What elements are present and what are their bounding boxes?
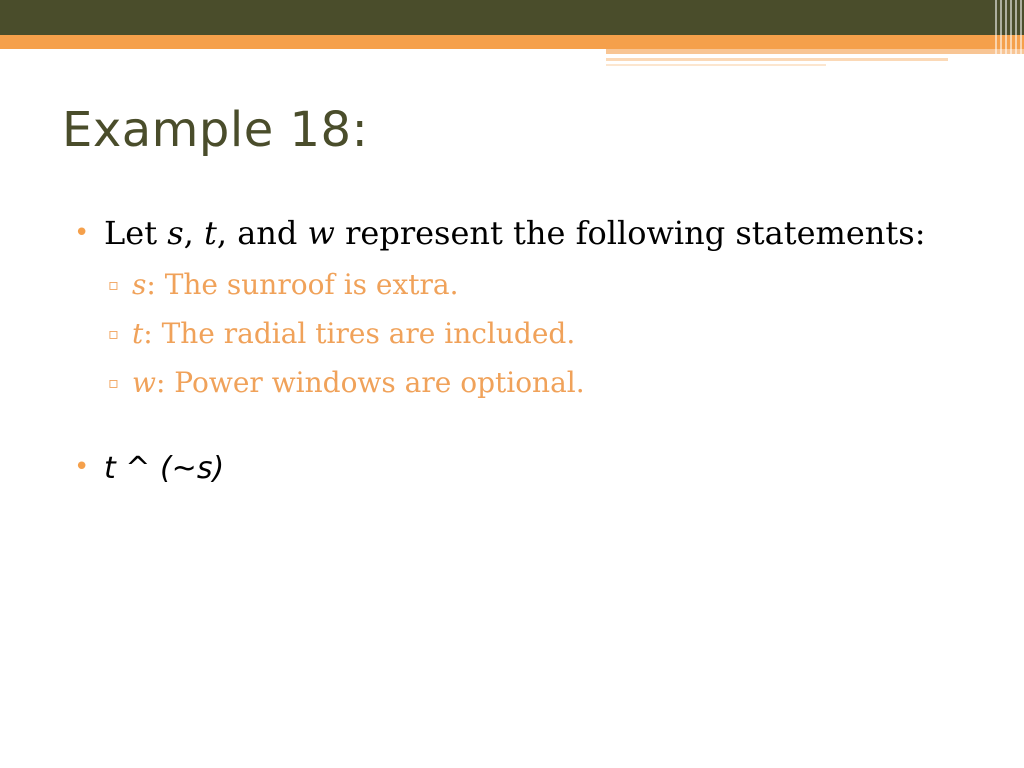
formula-text: t ^ (~s) [104,451,225,486]
square-bullet-icon: ▫ [108,373,119,392]
bullet-dot-icon: • [74,218,90,248]
statement-var: w [132,366,156,399]
slide-body [74,210,974,492]
header-band-orange [0,35,1024,49]
intro-var-t: t [203,214,217,252]
intro-comma-1: , [183,214,204,252]
statement-item [104,260,974,309]
bullet-formula [74,444,974,492]
statement-var: s [132,268,147,301]
intro-var-w: w [307,214,335,252]
header-accent-line-thin [606,64,826,66]
statement-item [104,309,974,358]
spacer [74,407,974,444]
bullet-dot-icon: • [74,452,90,482]
statement-text: : The radial tires are included. [143,317,576,350]
slide-title: Example 18: [62,102,369,158]
intro-and: , and [216,214,308,252]
intro-let: Let [104,214,168,252]
bullet-intro [74,210,974,256]
statement-var: t [132,317,144,350]
square-bullet-icon: ▫ [108,324,119,343]
statement-text: : Power windows are optional. [155,366,585,399]
header-accent-line [606,58,948,61]
header-stripes [992,0,1024,68]
statement-item [104,358,974,407]
intro-var-s: s [167,214,184,252]
statement-text: : The sunroof is extra. [146,268,459,301]
intro-rest: represent the following statements: [334,214,926,252]
square-bullet-icon: ▫ [108,275,119,294]
statement-list [104,260,974,407]
header-band-orange-step [606,49,1024,54]
header-band-dark [0,0,1024,35]
